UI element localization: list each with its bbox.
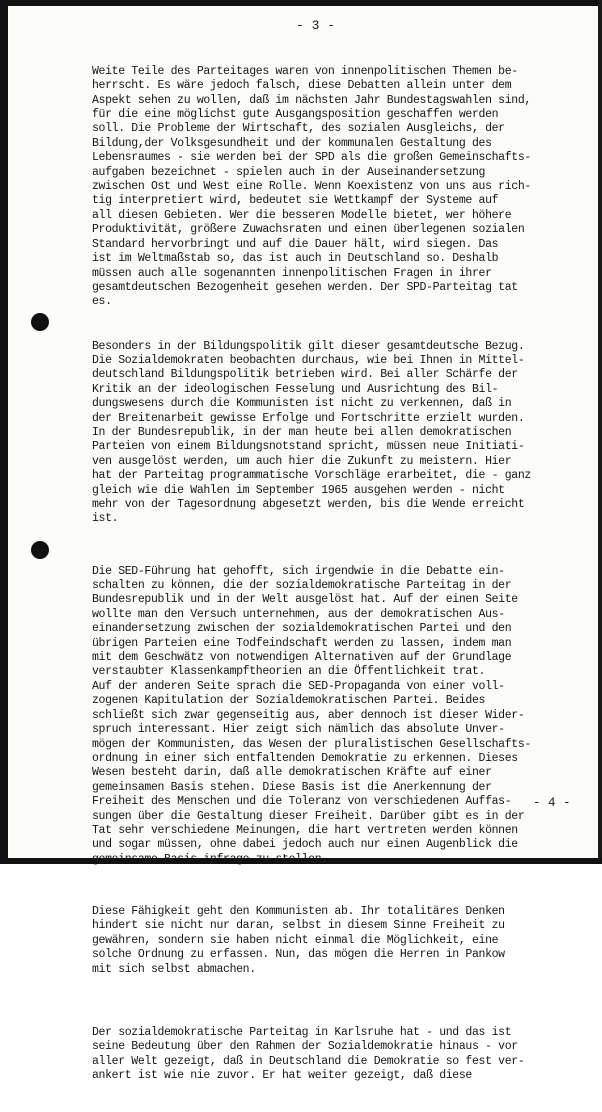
- document-body: [92, 36, 590, 1112]
- text-line: verstaubter Klassenkampftheorien an die Öffentlichkeit trat.: [92, 665, 486, 679]
- text-line: der Breitenarbeit gewisse Erfolge und Fortschritte erzielt wurden.: [92, 411, 525, 425]
- text-line: müssen auch alle sogenannten innenpolitischen Fragen in ihrer: [92, 266, 492, 280]
- text-line: gemeinsame Basis infrage zu stellen.: [92, 852, 328, 866]
- text-line: es.: [92, 295, 112, 309]
- text-line: Bildung,der Volksgesundheit und der kommunalen Gestaltung des: [92, 136, 492, 150]
- text-line: solche Ordnung zu erfassen. Nun, das mögen die Herren in Pankow: [92, 948, 505, 962]
- text-line: Tat sehr verschiedene Meinungen, die hart vertreten werden können: [92, 823, 518, 837]
- text-line: mit sich selbst abmachen.: [92, 962, 256, 976]
- text-line: In der Bundesrepublik, in der man heute bei allen demokratischen: [92, 425, 512, 439]
- text-line: deutschland Bildungspolitik betrieben wird. Bei aller Schärfe der: [92, 368, 518, 382]
- text-line: mehr von der Tagesordnung abgesetzt werden, bis die Wende erreicht: [92, 498, 525, 511]
- text-line: gewähren, sondern sie haben nicht einmal die Möglichkeit, eine: [92, 933, 499, 947]
- text-line: Lebensraumes - sie werden bei der SPD als die großen Gemeinschafts-: [92, 151, 531, 165]
- text-line: gleich wie die Wahlen im September 1965 ausgehen werden - nicht: [92, 483, 505, 497]
- text-line: ist im Weltmaßstab so, das ist auch in Deutschland so. Deshalb: [92, 252, 499, 266]
- text-line: all diesen Gebieten. Wer die besseren Modelle bietet, wer höhere: [92, 208, 512, 222]
- punch-hole-lower: [31, 541, 49, 559]
- text-line: Produktivität, größere Zuwachsraten und einen überlegenen sozialen: [92, 223, 525, 237]
- text-line: schließt sich zwar gegenseitig aus, aber dennoch ist dieser Wider-: [92, 708, 525, 722]
- text-line: hat der Parteitag programmatische Vorschläge erarbeitet, die - ganz: [92, 469, 531, 483]
- text-line: ordnung in einer sich entfaltenden Demokratie zu erkennen. Dieses: [92, 751, 518, 765]
- text-line: mit dem Geschwätz von notwendigen Alternativen auf der Grundlage: [92, 651, 512, 665]
- text-line: Wesen besteht darin, daß alle demokratischen Kräfte auf einer: [92, 766, 492, 780]
- next-page-marker: - 4 -: [533, 796, 571, 810]
- text-line: Weite Teile des Parteitages waren von innenpolitischen Themen be-: [92, 64, 518, 78]
- scan-edge-left: [0, 0, 8, 864]
- text-line: spruch interessant. Hier zeigt sich nämlich das absolute Unver-: [92, 723, 505, 737]
- text-line: herrscht. Es wäre jedoch falsch, diese Debatten allein unter dem: [92, 79, 512, 93]
- text-line: Parteien von einem Bildungsnotstand spricht, müssen neue Initiati-: [92, 440, 525, 454]
- text-line: und sogar müssen, ohne dabei jedoch auch nur einen Augenblick die: [92, 838, 518, 852]
- text-line: Standard hervorbringt und auf die Dauer hält, wird siegen. Das: [92, 237, 499, 251]
- text-line: Aspekt sehen zu wollen, daß im nächsten Jahr Bundestagswahlen sind,: [92, 93, 531, 107]
- paragraph-2: [92, 340, 590, 527]
- text-line: wollte man den Versuch unternehmen, aus der demokratischen Aus-: [92, 607, 505, 621]
- text-line: seine Bedeutung über den Rahmen der Sozialdemokratie hinaus - vor: [92, 1040, 518, 1054]
- text-line: übrigen Parteien eine Todfeindschaft werden zu lassen, indem man: [92, 636, 512, 650]
- scan-edge-right: [598, 0, 602, 864]
- text-line: aufgaben bezeichnet - spielen auch in der Auseinandersetzung: [92, 165, 486, 179]
- text-line: zwischen Ost und West eine Rolle. Wenn Koexistenz von uns aus rich-: [92, 180, 531, 194]
- text-line: ist.: [92, 512, 119, 526]
- text-line: Kritik an der ideologischen Fesselung und Ausrichtung des Bil-: [92, 382, 499, 396]
- text-line: aller Welt gezeigt, daß in Deutschland die Demokratie so fest ver-: [92, 1054, 525, 1068]
- text-line: für die eine möglichst gute Ausgangsposition geschaffen werden: [92, 108, 499, 122]
- text-line: ven ausgelöst werden, um auch hier die Zukunft zu meistern. Hier: [92, 454, 512, 468]
- text-line: Die Sozialdemokraten beobachten durchaus, wie bei Ihnen in Mittel-: [92, 353, 525, 367]
- text-line: zogenen Kapitulation der Sozialdemokratischen Partei. Beides: [92, 694, 486, 708]
- text-line: Besonders in der Bildungspolitik gilt dieser gesamtdeutsche Bezug.: [92, 339, 525, 353]
- text-line: Diese Fähigkeit geht den Kommunisten ab. Ihr totalitäres Denken: [92, 904, 505, 918]
- paragraph-5: [92, 1026, 590, 1084]
- paragraph-1: [92, 65, 590, 310]
- text-line: Freiheit des Menschen und die Toleranz von verschiedenen Auffas-: [92, 795, 512, 809]
- text-line: sungen über die Gestaltung dieser Freiheit. Darüber gibt es in der: [92, 809, 525, 823]
- text-line: ankert ist wie nie zuvor. Er hat weiter gezeigt, daß diese: [92, 1069, 472, 1083]
- text-line: Der sozialdemokratische Parteitag in Karlsruhe hat - und das ist: [92, 1025, 512, 1039]
- text-line: soll. Die Probleme der Wirtschaft, des sozialen Ausgleichs, der: [92, 122, 505, 136]
- text-line: Die SED-Führung hat gehofft, sich irgendwie in die Debatte ein-: [92, 564, 505, 578]
- text-line: gemeinsamen Basis stehen. Diese Basis ist die Anerkennung der: [92, 780, 492, 794]
- text-line: mögen der Kommunisten, das Wesen der pluralistischen Gesellschafts-: [92, 737, 531, 751]
- text-line: Auf der anderen Seite sprach die SED-Propaganda von einer voll-: [92, 679, 505, 693]
- text-line: schalten zu können, die der sozialdemokratische Parteitag in der: [92, 579, 512, 593]
- text-line: gesamtdeutschen Bezogenheit gesehen werden. Der SPD-Parteitag tat: [92, 280, 518, 294]
- paragraph-4: [92, 905, 590, 977]
- punch-hole-upper: [31, 313, 49, 331]
- page-number: - 3 -: [296, 18, 336, 33]
- text-line: dungswesens durch die Kommunisten ist nicht zu verkennen, daß in: [92, 397, 512, 411]
- text-line: einandersetzung zwischen der sozialdemokratischen Partei und den: [92, 622, 512, 636]
- text-line: hindert sie nicht nur daran, selbst in diesem Sinne Freiheit zu: [92, 919, 505, 933]
- text-line: Bundesrepublik und in der Welt ausgelöst hat. Auf der einen Seite: [92, 593, 518, 607]
- text-line: tig interpretiert wird, bedeutet sie Wettkampf der Systeme auf: [92, 194, 499, 208]
- paragraph-3: [92, 565, 590, 868]
